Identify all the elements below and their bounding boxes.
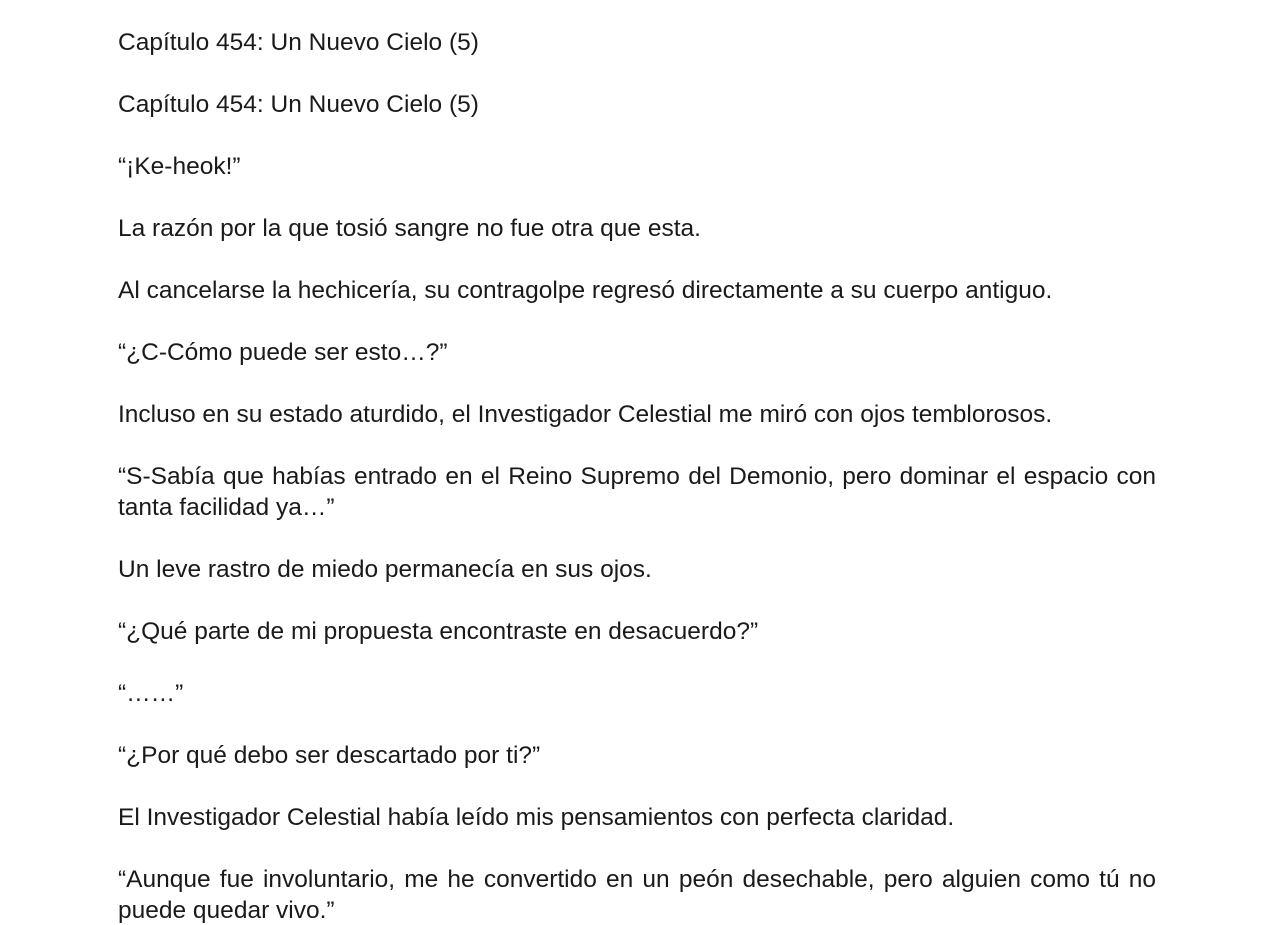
paragraph: Incluso en su estado aturdido, el Investigador Celestial me miró con ojos temblorosos. (118, 401, 1053, 428)
paragraph: “¡Ke-heok!” (118, 153, 241, 180)
paragraph: “¿C-Cómo puede ser esto…?” (118, 339, 448, 366)
paragraph: El Investigador Celestial había leído mis pensamientos con perfecta claridad. (118, 804, 955, 831)
text-column (118, 27, 1156, 925)
paragraph: “¿Por qué debo ser descartado por ti?” (118, 742, 541, 769)
chapter-title-repeat: Capítulo 454: Un Nuevo Cielo (5) (118, 91, 479, 118)
paragraph: Al cancelarse la hechicería, su contragolpe regresó directamente a su cuerpo antiguo. (118, 277, 1053, 304)
paragraph: “……” (118, 680, 184, 707)
paragraph: Un leve rastro de miedo permanecía en sus ojos. (118, 556, 652, 583)
chapter-title: Capítulo 454: Un Nuevo Cielo (5) (118, 29, 479, 56)
paragraph: “¿Qué parte de mi propuesta encontraste en desacuerdo?” (118, 618, 759, 645)
paragraph: “Aunque fue involuntario, me he convertido en un peón desechable, pero alguien como tú no puede quedar vivo.” (118, 866, 1156, 924)
paragraph: “S-Sabía que habías entrado en el Reino Supremo del Demonio, pero dominar el espacio con tanta facilidad ya…” (118, 463, 1156, 521)
paragraph: La razón por la que tosió sangre no fue otra que esta. (118, 215, 701, 242)
